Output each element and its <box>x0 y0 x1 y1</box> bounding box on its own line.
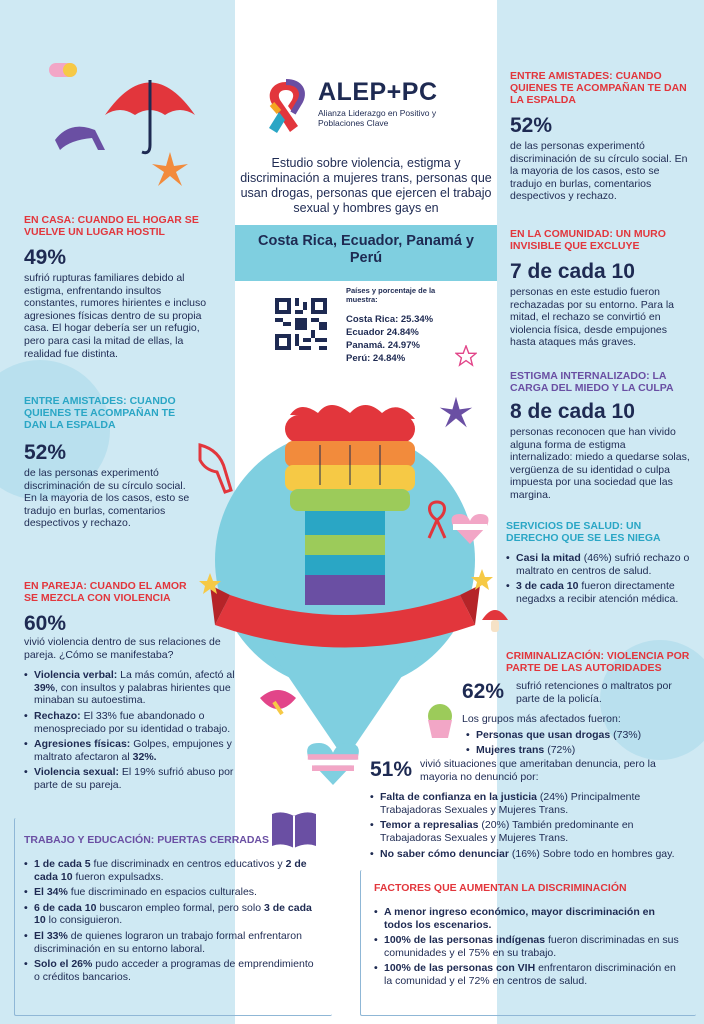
section-amistades-left <box>24 395 194 530</box>
ribbon-icon <box>425 500 450 540</box>
denuncia-list <box>370 791 690 860</box>
sample-item: Ecuador 24.84% <box>346 327 419 338</box>
stat-value: 49% <box>24 246 67 269</box>
section-title: ENTRE AMISTADES: CUANDO QUIENES TE ACOMPAÑAN TE DAN LA ESPALDA <box>24 395 176 431</box>
umbrella-icon <box>100 60 200 160</box>
section-title: FACTORES QUE AUMENTAN LA DISCRIMINACIÓN <box>374 882 627 894</box>
section-estigma <box>510 370 690 502</box>
section-factores <box>374 882 684 991</box>
cupcake-icon <box>420 700 460 740</box>
list-item: • El 33% de quienes lograron un trabajo formal enfrentaron discriminación en su entorno laboral. <box>24 930 314 955</box>
lips-icon <box>258 684 298 720</box>
list-item: • A menor ingreso económico, mayor discriminación en todos los escenarios. <box>374 906 684 931</box>
section-comunidad <box>510 228 690 349</box>
stat-description: personas reconocen que han vivido alguna forma de estigma internalizado: miedo a quedarse solas, vergüenza de su identidad o culpa impuesta por una sociedad que las margina. <box>510 426 690 501</box>
section-pareja <box>24 580 244 795</box>
stat-description: de las personas experimentó discriminación de su círculo social. En la mayoria de los casos, esto se tradujo en burlas, comentarios despectivos y rechazo. <box>24 467 190 530</box>
stat-value: 52% <box>510 114 553 137</box>
sample-item: Panamá. 24.97% <box>346 340 420 351</box>
ribbon-logo-icon <box>258 76 314 136</box>
countries-title: Costa Rica, Ecuador, Panamá y Perú <box>258 233 474 266</box>
star-outline-icon <box>455 345 477 367</box>
stat-value: 52% <box>24 441 67 464</box>
violence-list <box>24 669 244 791</box>
list-item: • Violencia verbal: La más común, afectó al 39%, con insultos y palabras hirientes que minaban su autoestima. <box>24 669 244 707</box>
salud-list <box>506 552 696 605</box>
section-salud <box>506 520 696 608</box>
section-title: TRABAJO Y EDUCACIÓN: PUERTAS CERRADAS <box>24 834 270 846</box>
sample-list <box>346 313 433 365</box>
list-item: • Personas que usan drogas (73%) <box>466 729 692 742</box>
stat-description: personas en este estudio fueron rechazadas por su entorno. Para la mitad, el rechazo se convirtió en violencia física, desde empujones hasta ataques más graves. <box>510 286 675 349</box>
list-item: • Violencia sexual: El 19% sufrió abuso por parte de su pareja. <box>24 766 244 791</box>
stat-description: vivió violencia dentro de sus relaciones de pareja. ¿Cómo se manifestaba? <box>24 636 221 661</box>
logo-subtitle: Alianza Liderazgo en Positivo y Poblaciones Clave <box>318 108 437 128</box>
section-title: EN CASA: CUANDO EL HOGAR SE VUELVE UN LUGAR HOSTIL <box>24 214 199 238</box>
trans-heart-icon <box>305 740 361 788</box>
sample-item: Perú: 24.84% <box>346 353 406 364</box>
stat-description: sufrió rupturas familiares debido al estigma, enfrentando insultos constantes, rumores hirientes e incluso agresiones físicas dentro de su propia casa. El hogar debería ser un refugio, pero para casi la mitad de ellas, la realidad fue distinta. <box>24 272 207 360</box>
section-amistades-right <box>510 70 690 203</box>
section-casa <box>24 214 214 360</box>
list-item: • 1 de cada 5 fue discriminadx en centros educativos y 2 de cada 10 fueron expulsadxs. <box>24 858 314 883</box>
list-item: • Falta de confianza en la justicia (24%) Principalmente Trabajadoras Sexuales y Mujeres Trans. <box>370 791 690 816</box>
section-title: ENTRE AMISTADES: CUANDO QUIENES TE ACOMPAÑAN TE DAN LA ESPALDA <box>510 70 687 106</box>
shoe-icon <box>195 440 235 500</box>
list-item: • Mujeres trans (72%) <box>466 744 692 757</box>
section-title: SERVICIOS DE SALUD: UN DERECHO QUE SE LES NIEGA <box>506 520 661 544</box>
stat-description: sufrió retenciones o maltratos por parte de la policía. <box>516 680 672 705</box>
qr-code-icon <box>275 298 327 350</box>
list-item: • Casi la mitad (46%) sufrió rechazo o maltrato en centros de salud. <box>506 552 696 577</box>
section-criminalizacion-title <box>506 650 696 674</box>
high-heel-icon <box>50 100 110 160</box>
section-title: CRIMINALIZACIÓN: VIOLENCIA POR PARTE DE LAS AUTORIDADES <box>506 650 690 674</box>
stat-value: 8 de cada 10 <box>510 400 635 423</box>
list-item: • 100% de las personas con VIH enfrentaron discriminación en la comunidad y el 72% en centros de salud. <box>374 962 684 987</box>
section-denuncia <box>370 758 690 863</box>
groups-list <box>466 729 692 757</box>
stat-value: 51% <box>370 758 413 781</box>
list-item: • No saber cómo denunciar (16%) Sobre todo en hombres gay. <box>370 848 690 861</box>
pill-icon <box>48 60 78 80</box>
study-title: Estudio sobre violencia, estigma y discriminación a mujeres trans, personas que usan drogas, personas que ejercen el trabajo sexual y hombres gays en <box>240 156 492 215</box>
list-item: • 100% de las personas indígenas fueron discriminadas en sus comunidades y el 75% en su trabajo. <box>374 934 684 959</box>
section-title: EN LA COMUNIDAD: UN MURO INVISIBLE QUE EXCLUYE <box>510 228 666 252</box>
section-title: EN PAREJA: CUANDO EL AMOR SE MEZCLA CON VIOLENCIA <box>24 580 187 604</box>
leaf-icon <box>150 150 190 190</box>
list-item: • Rechazo: El 33% fue abandonado o menospreciado por su identidad o trabajo. <box>24 710 244 735</box>
list-item: • El 34% fue discriminado en espacios culturales. <box>24 886 314 899</box>
leaf-icon <box>438 395 474 431</box>
factores-list <box>374 906 684 988</box>
stat-value: 62% <box>462 680 505 703</box>
section-trabajo <box>24 834 314 986</box>
stat-value: 60% <box>24 612 67 635</box>
trans-heart-icon <box>450 512 490 546</box>
list-item: • Agresiones físicas: Golpes, empujones y maltrato afectaron al 32%. <box>24 738 244 763</box>
section-title: ESTIGMA INTERNALIZADO: LA CARGA DEL MIEDO Y LA CULPA <box>510 370 674 394</box>
list-item: • 3 de cada 10 fueron directamente negadxs a recibir atención médica. <box>506 580 696 605</box>
logo-title: ALEP+PC <box>318 78 438 106</box>
stat-value: 7 de cada 10 <box>510 260 635 283</box>
list-item: • Temor a represalias (20%) También predominante en Trabajadoras Sexuales y Mujeres Trans. <box>370 819 690 844</box>
groups-intro: Los grupos más afectados fueron: <box>462 713 621 726</box>
trabajo-list <box>24 858 314 983</box>
list-item: • 6 de cada 10 buscaron empleo formal, pero solo 3 de cada 10 lo consiguieron. <box>24 902 314 927</box>
sample-item: Costa Rica: 25.34% <box>346 314 434 325</box>
star-icon <box>470 568 494 592</box>
sample-title: Países y porcentaje de la muestra: <box>346 286 436 304</box>
list-item: • Solo el 26% pudo acceder a programas de emprendimiento o créditos bancarios. <box>24 958 314 983</box>
mushroom-icon <box>480 605 510 635</box>
section-criminalizacion <box>462 680 692 760</box>
stat-description: de las personas experimentó discriminación de su círculo social. En la mayoria de los casos, esto se tradujo en burlas, comentarios despectivos y rechazo. <box>510 140 688 203</box>
stat-description: vivió situaciones que ameritaban denuncia, pero la mayoria no denunció por: <box>420 758 656 783</box>
